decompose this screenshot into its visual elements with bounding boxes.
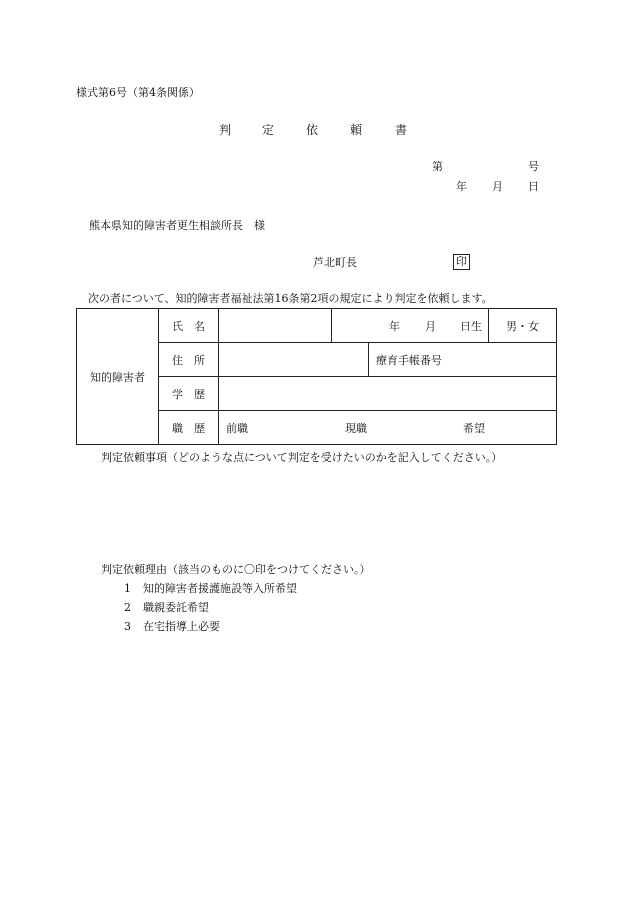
address-label-cell	[159, 343, 219, 377]
title-char: 依	[306, 123, 319, 137]
education-label: 学 歴	[172, 387, 205, 401]
addressee: 熊本県知的障害者更生相談所長 様	[89, 219, 265, 232]
date-year: 年	[456, 180, 467, 193]
title-char: 書	[395, 123, 408, 137]
career-hope: 希望	[463, 421, 485, 435]
reason-number: 3	[124, 620, 131, 633]
reasons-label: 判定依頼理由（該当のものに〇印をつけてください。）	[101, 563, 371, 576]
doc-number-prefix: 第	[432, 160, 443, 173]
address-label: 住 所	[172, 353, 205, 367]
date-day: 日	[528, 180, 539, 193]
reason-number: 1	[124, 582, 131, 595]
career-value[interactable]	[219, 411, 557, 445]
title-char: 定	[262, 123, 275, 137]
education-label-cell	[159, 377, 219, 411]
seal-mark: 印	[453, 254, 470, 270]
handbook-cell[interactable]	[369, 343, 557, 377]
reason-text: 職親委託希望	[143, 601, 209, 614]
reason-number: 2	[124, 601, 131, 614]
gender-options: 男・女	[506, 319, 539, 333]
birthdate-cell[interactable]	[332, 309, 489, 343]
name-label: 氏 名	[172, 319, 205, 333]
education-value[interactable]	[219, 377, 557, 411]
intro-text: 次の者について、知的障害者福祉法第16条第2項の規定により判定を依頼します。	[88, 292, 493, 305]
career-prev: 前職	[226, 421, 248, 435]
address-value[interactable]	[219, 343, 369, 377]
career-label-cell	[159, 411, 219, 445]
sender: 芦北町長	[313, 256, 357, 269]
title-char: 判	[219, 123, 232, 137]
row-header: 知的障害者	[90, 370, 145, 384]
form-number: 様式第6号（第4条関係）	[76, 86, 200, 99]
row-header-cell	[77, 309, 159, 445]
reason-text: 在宅指導上必要	[143, 620, 220, 633]
career-current: 現職	[345, 421, 367, 435]
reason-text: 知的障害者援護施設等入所希望	[143, 582, 297, 595]
title-char: 頼	[350, 123, 363, 137]
date-month: 月	[492, 180, 503, 193]
handbook-label: 療育手帳番号	[376, 353, 442, 367]
career-label: 職 歴	[172, 421, 205, 435]
matters-label: 判定依頼事項（どのような点について判定を受けたいのかを記入してください。）	[101, 451, 503, 464]
birth-month: 月	[425, 319, 436, 333]
doc-number-suffix: 号	[528, 160, 539, 173]
person-table	[76, 308, 557, 445]
name-value[interactable]	[219, 309, 332, 343]
name-label-cell	[159, 309, 219, 343]
birth-day: 日生	[460, 319, 482, 333]
gender-cell[interactable]	[489, 309, 557, 343]
birth-year: 年	[389, 319, 400, 333]
